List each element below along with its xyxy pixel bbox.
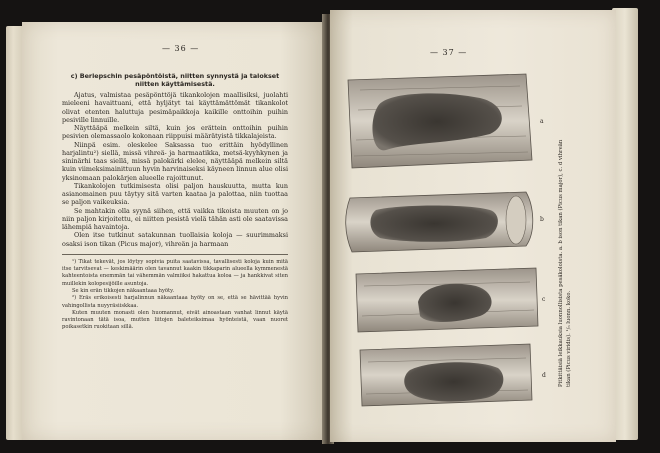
section-heading: c) Berlepschin pesäpöntöistä, niitten synnystä ja talokset niitten käyttämisestä. <box>70 72 280 88</box>
paragraph: Niinpä esim. oleskelee Saksassa tuo erittäin hyödyllinen harjalintu²) siellä, missä vihreä- ja harmaatikka, metsä-kyyhkynen ja sininärhi taas siellä, missä palokärki eleleе, näyttääpä melkein siltä kuin viimeksimainittuun hyvin harvinaiseksi käyneen linnun alue olisi yksinomaan palokärjen alueelle rajoittunut. <box>62 140 288 182</box>
left-page <box>22 22 326 440</box>
page-number-left: — 36 — <box>162 44 200 53</box>
paragraph: Se mahtakin olla syynä siihen, että vaikka tikoista muuten on jo niin paljon kirjoitettu, ei niitten pesistä vielä tähän asti ole saatavissa lähempiä havaintoja. <box>62 206 288 231</box>
paragraph: Olen itse tutkinut satakunnan tuollaisia koloja — suurimmaksi osaksi ison tikan (Picus major), vihreän ja harmaan <box>62 231 288 248</box>
paragraph: Tikankolojen tutkimisesta olisi paljon hauskuutta, mutta kun asianomainen puu täytyy sitä varten kaataa ja palottaa, niin tuottaa se paljon vaikeuksia. <box>62 181 288 207</box>
footnote-divider <box>62 254 288 255</box>
figure-letter-d: d <box>542 372 546 379</box>
log-a-illustration <box>348 74 532 168</box>
figure-letter-a: a <box>540 118 544 125</box>
log-b-illustration <box>346 192 533 252</box>
figure-caption: Pitkittäisiä leikkauksia luonnollisista pesäkoloista. a. b ison tikan (Picus major), c. d vihreän tikan (Picus viridis). ¹/₆ luonn. koko. <box>558 139 572 387</box>
right-page <box>330 10 616 442</box>
footnote: ²) Eräs erikoisesti harjalinnun näkaantaaa hyöty on se, että se hävittää hyvin vahingollista nuyyräsiiskkaa. <box>62 295 288 309</box>
footnotes <box>62 259 288 332</box>
figure-letter-b: b <box>540 216 544 223</box>
page-number-right: — 37 — <box>430 48 468 57</box>
figure-caption-area <box>554 140 598 390</box>
log-d-illustration <box>360 344 532 406</box>
figure-letter-c: c <box>542 296 546 303</box>
footnote: ¹) Tikat tekevät, jos löytyy sopivia puita saatavissa, tavallisesti koloja kuin mitä itse tarvitsevat — keskimäärin olen tavannut kaakin tikkaparin alueella kymmenestä kahteentoista enemmän tai vähemmän valmiiksi hakattua koloa — ja hankkivat siten muillekin kolopesijöille asuntoja. <box>62 258 288 287</box>
log-c-illustration <box>356 268 538 332</box>
paragraph: Näyttääpä melkein siltä, kuin jos erättein onttoihin puihin pesivien olemassaolo kokonaan riippuisi määrätyistä tikkalajeista. <box>62 124 288 141</box>
paragraph: Ajatus, valmistaa pesäpönttöjä tikankolojen maallisiksi, juolahti mieleeni havaittuani, että hyljätyt tai käyttämättömät tikankolot olivat etenten haluttuja pesimäpaikkoja kaikille onttoihin puihin pesiville linnuille. <box>62 91 288 124</box>
footnote: Kuten muuten monasti olen huomannut, eivät ainoastaan vanhat linnut käytä ravintonaan tätä isoa, mutten liitojen baleteiksimaa hyönteistä, vaan nuoret poikasetkin ruokitaan sillä. <box>62 309 288 331</box>
footnote: Se kin erän tikkojen näkaantaaa hyöty. <box>72 287 175 294</box>
left-text-block <box>62 72 288 332</box>
